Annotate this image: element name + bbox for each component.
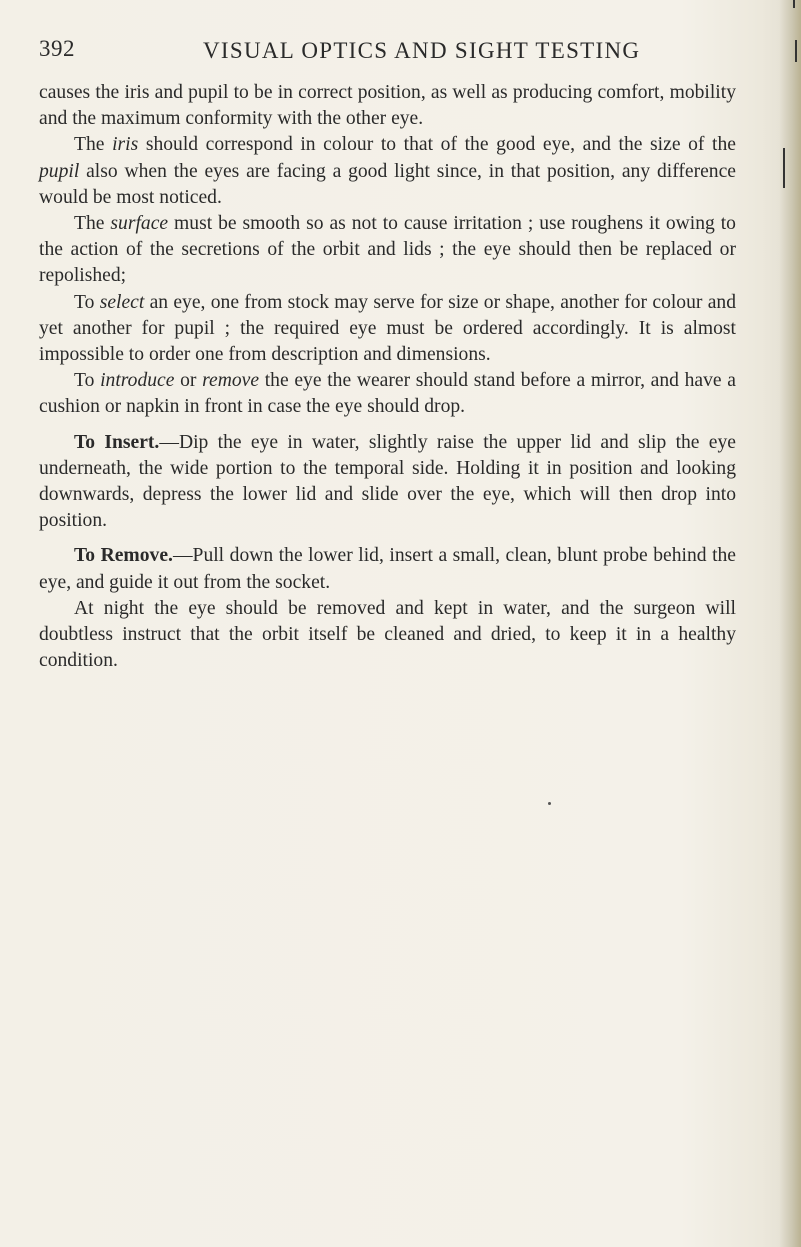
paragraph (39, 290, 736, 369)
italic-term: iris (112, 134, 139, 156)
paragraph (39, 543, 736, 595)
text-run: —Pull down the lower lid, insert a small, clean, blunt probe behind the eye, and guide it out from the socket. (39, 545, 736, 593)
text-run: an eye, one from stock may serve for size or shape, another for colour and yet another for pupil ; the required eye must be ordered accordingly. It is almost impossible to order one from description and dimensions. (39, 291, 736, 366)
edge-mark (793, 0, 795, 8)
italic-term: select (99, 291, 145, 313)
body-text (39, 80, 736, 674)
section-heading: To Insert. (74, 431, 160, 453)
paragraph (39, 132, 736, 211)
italic-term: introduce (100, 370, 175, 392)
italic-term: surface (110, 213, 169, 235)
italic-term: pupil (39, 160, 80, 182)
running-title: VISUAL OPTICS AND SIGHT TESTING (203, 38, 641, 63)
paragraph (39, 368, 736, 420)
page-header (39, 36, 759, 70)
paragraph: At night the eye should be removed and kept in water, and the surgeon will doubtless instruct that the orbit itself be cleaned and dried, to keep it in a healthy condition. (39, 597, 736, 672)
text-run: The (74, 213, 111, 235)
page-number: 392 (39, 36, 75, 61)
text-run: The (74, 134, 113, 156)
paragraph (39, 430, 736, 535)
italic-term: remove (202, 370, 260, 392)
text-run: should correspond in colour to that of the good eye, and the size of the (138, 134, 736, 156)
text-run: To (74, 370, 101, 392)
section-heading: To Remove. (74, 545, 173, 567)
paragraph (39, 211, 736, 290)
text-run: —Dip the eye in water, slightly raise the upper lid and slip the eye underneath, the wide portion to the temporal side. Holding it in position and looking downwards, depress the lower lid and slide over the eye, which will then drop into position. (39, 431, 736, 532)
edge-mark (795, 40, 797, 62)
text-run: also when the eyes are facing a good light since, in that position, any difference would be most noticed. (39, 160, 736, 208)
text-run: To (74, 291, 100, 313)
paragraph: causes the iris and pupil to be in correct position, as well as producing comfort, mobility and the maximum conformity with the other eye. (39, 82, 736, 130)
edge-mark (783, 148, 785, 188)
text-run: the eye the wearer should stand before a mirror, and have a cushion or napkin in front in case the eye should drop. (39, 370, 736, 418)
ink-speck (548, 802, 551, 805)
text-run: must be smooth so as not to cause irritation ; use roughens it owing to the action of the secretions of the orbit and lids ; the eye should then be replaced or repolished; (39, 213, 736, 287)
text-run: or (174, 370, 203, 392)
